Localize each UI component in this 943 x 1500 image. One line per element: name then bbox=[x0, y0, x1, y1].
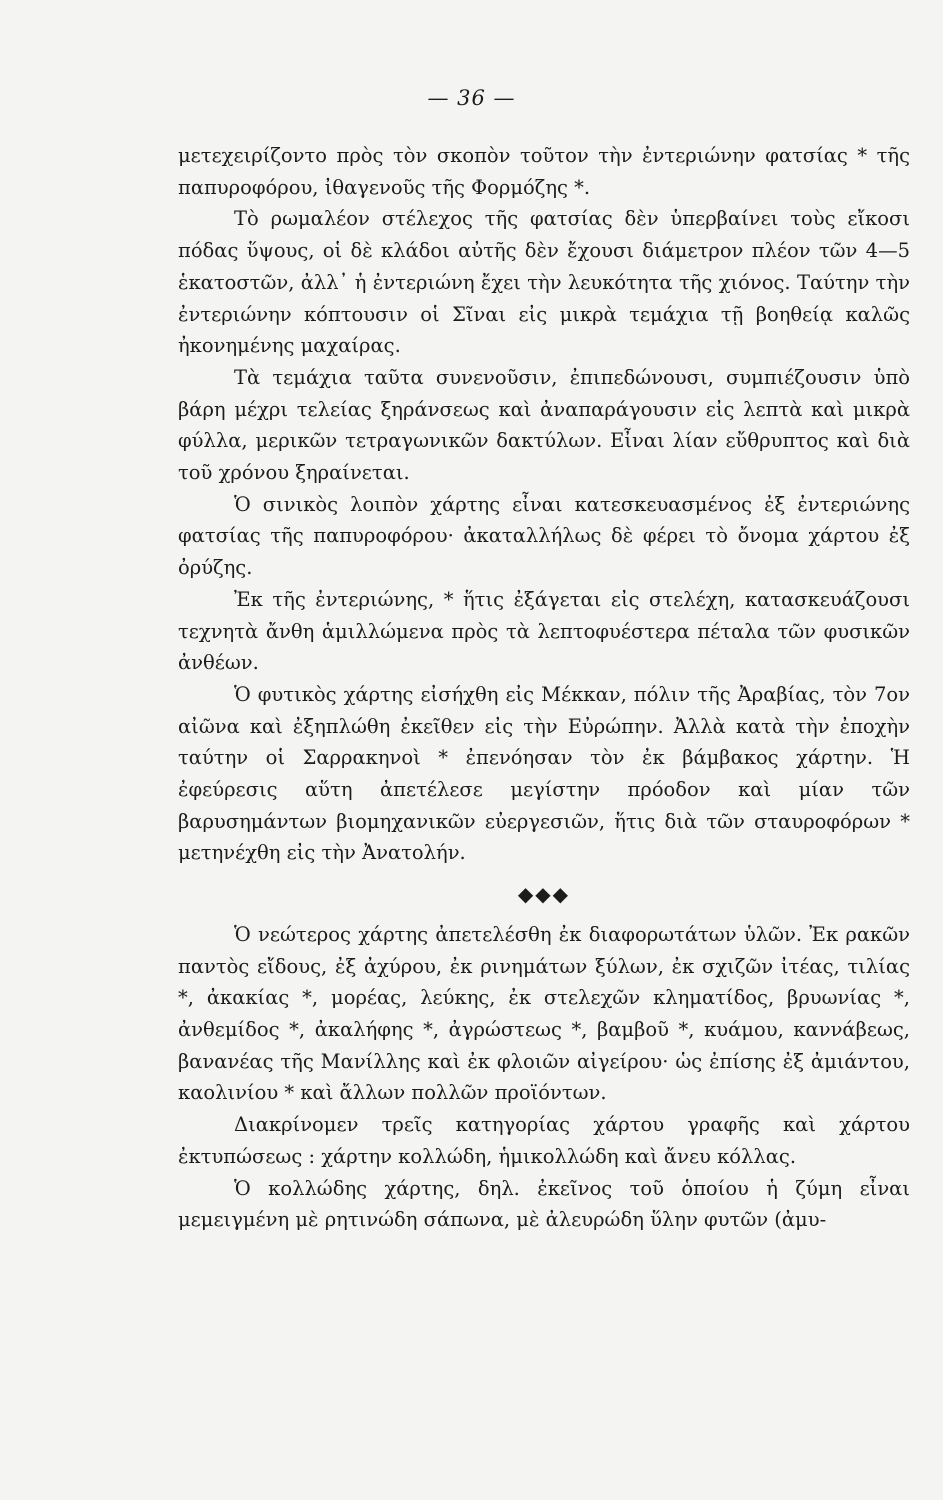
paragraph: Τὸ ρωμαλέον στέλεχος τῆς φατσίας δὲν ὑπερβαίνει τοὺς εἴκοσι πόδας ὕψους, οἱ δὲ κλάδοι αὐτῆς δὲν ἔχουσι διάμετρον πλέον τῶν 4—5 ἑκατοστῶν, ἀλλ᾽ ἡ ἐντεριώνη ἔχει τὴν λευκότητα τῆς χιόνος. Ταύτην τὴν ἐντεριώνην κόπτουσιν οἱ Σῖναι εἰς μικρὰ τεμάχια τῇ βοηθείᾳ καλῶς ἠκονημένης μαχαίρας. bbox=[178, 207, 910, 358]
section-ornament: ◆◆◆ bbox=[517, 882, 571, 907]
paragraph: Ὁ νεώτερος χάρτης ἀπετελέσθη ἐκ διαφορωτάτων ὑλῶν. Ἐκ ρακῶν παντὸς εἴδους, ἐξ ἀχύρου, ἐκ ρινημάτων ξύλων, ἐκ σχιζῶν ἰτέας, τιλίας *, ἀκακίας *, μορέας, λεύκης, ἐκ στελεχῶν κληματίδος, βρυωνίας *, ἀνθεμίδος *, ἀκαλήφης *, ἀγρώστεως *, βαμβοῦ *, κυάμου, καννάβεως, βανανέας τῆς Μανίλλης καὶ ἐκ φλοιῶν αἰγείρου· ὡς ἐπίσης ἐξ ἀμιάντου, καολινίου * καὶ ἄλλων πολλῶν προϊόντων. bbox=[178, 922, 910, 1105]
page-number: — 36 — bbox=[427, 86, 516, 110]
paragraph: μετεχειρίζοντο πρὸς τὸν σκοπὸν τοῦτον τὴν ἐντεριώνην φατσίας * τῆς παπυροφόρου, ἰθαγενοῦς τῆς Φορμόζης *. bbox=[178, 144, 910, 199]
paragraph: Διακρίνομεν τρεῖς κατηγορίας χάρτου γραφῆς καὶ χάρτου ἐκτυπώσεως : χάρτην κολλώδη, ἡμικολλώδη καὶ ἄνευ κόλλας. bbox=[178, 1113, 910, 1168]
paragraph: Τὰ τεμάχια ταῦτα συνενοῦσιν, ἐπιπεδώνουσι, συμπιέζουσιν ὑπὸ βάρη μέχρι τελείας ξηράνσεως καὶ ἀναπαράγουσιν εἰς λεπτὰ καὶ μικρὰ φύλλα, μερικῶν τετραγωνικῶν δακτύλων. Εἶναι λίαν εὔθρυπτος καὶ διὰ τοῦ χρόνου ξηραίνεται. bbox=[178, 365, 910, 485]
body-text bbox=[178, 140, 910, 1236]
paragraph: Ὁ φυτικὸς χάρτης εἰσήχθη εἰς Μέκκαν, πόλιν τῆς Ἀραβίας, τὸν 7ον αἰῶνα καὶ ἐξηπλώθη ἐκεῖθεν εἰς τὴν Εὐρώπην. Ἀλλὰ κατὰ τὴν ἐποχὴν ταύτην οἱ Σαρρακηνοὶ * ἐπενόησαν τὸν ἐκ βάμβακος χάρτην. Ἡ ἐφεύρεσις αὕτη ἀπετέλεσε μεγίστην πρόοδον καὶ μίαν τῶν βαρυσημάντων βιομηχανικῶν εὐεργεσιῶν, ἥτις διὰ τῶν σταυροφόρων * μετηνέχθη εἰς τὴν Ἀνατολήν. bbox=[178, 682, 910, 865]
paragraph: Ὁ σινικὸς λοιπὸν χάρτης εἶναι κατεσκευασμένος ἐξ ἐντεριώνης φατσίας τῆς παπυροφόρου· ἀκαταλλήλως δὲ φέρει τὸ ὄνομα χάρτου ἐξ ὀρύζης. bbox=[178, 492, 910, 580]
paragraph: Ἐκ τῆς ἐντεριώνης, * ἥτις ἐξάγεται εἰς στελέχη, κατασκευάζουσι τεχνητὰ ἄνθη ἁμιλλώμενα πρὸς τὰ λεπτοφυέστερα πέταλα τῶν φυσικῶν ἀνθέων. bbox=[178, 587, 910, 675]
paragraph: Ὁ κολλώδης χάρτης, δηλ. ἐκεῖνος τοῦ ὁποίου ἡ ζύμη εἶναι μεμειγμένη μὲ ρητινώδη σάπωνα, μὲ ἀλευρώδη ὕλην φυτῶν (ἀμυ- bbox=[178, 1176, 910, 1232]
